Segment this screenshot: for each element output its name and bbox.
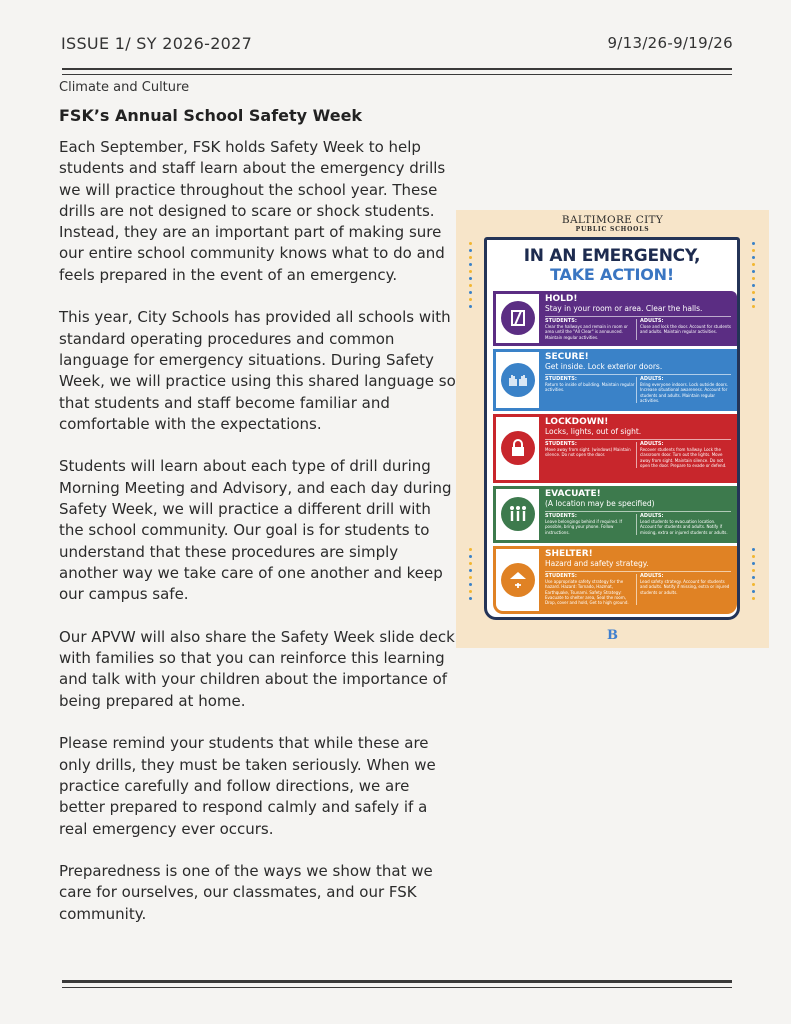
article-title: FSK’s Annual School Safety Week <box>59 106 363 125</box>
evacuate-students-text: Leave belongings behind if required. If possible, bring your phone. Follow instructions. <box>545 519 623 535</box>
shelter-adults-text: Lead safety strategy. Account for students and adults. Notify if missing, extra or injured students or adults. <box>640 579 730 595</box>
hold-adults-label: ADULTS: <box>640 318 664 324</box>
poster-logo: B <box>607 628 618 643</box>
decorative-dots-left-bottom <box>469 548 472 604</box>
bottom-rule-thin <box>62 987 732 988</box>
section-label: Climate and Culture <box>59 80 190 95</box>
date-range: 9/13/26-9/19/26 <box>607 34 733 52</box>
paragraph: Each September, FSK holds Safety Week to help students and staff learn about the emergency drills we will practice throughout the school year. These drills are not designed to scare or shock students. Instead, they are an important part of making sure our entire school community knows what to do and feels prepared in the event of an emergency. <box>59 138 446 284</box>
paragraph: Our APVW will also share the Safety Week slide deck with families so that you can reinforce this learning and talk with your children about the importance of being prepared at home. <box>59 627 455 710</box>
secure-card <box>493 349 737 411</box>
evacuate-desc: (A location may be specified) <box>545 499 655 508</box>
evacuate-name: EVACUATE! <box>545 489 601 499</box>
shelter-adults-label: ADULTS: <box>640 573 664 579</box>
secure-students-label: STUDENTS: <box>545 376 577 382</box>
evacuate-adults-text: Lead students to evacuation location. Account for students and adults. Notify if missing, extra or injured students or adults. <box>640 519 728 535</box>
paragraph: Students will learn about each type of drill during Morning Meeting and Advisory, and each day during Safety Week, we will practice a different drill with the school community. Our goal is for students to understand that these procedures are simply another way we take care of one another and keep our campus safe. <box>59 457 452 604</box>
poster-subheading: TAKE ACTION! <box>550 265 674 284</box>
lockdown-name: LOCKDOWN! <box>545 417 609 427</box>
lock-icon <box>501 431 535 465</box>
poster-org-name: BALTIMORE CITY <box>561 214 664 226</box>
paragraph: This year, City Schools has provided all schools with standard operating procedures and common language for emergency situations. During Safety Week, we will practice using this shared language so that students and staff become familiar and comfortable with the expectations. <box>59 308 456 433</box>
bottom-rule <box>62 980 732 983</box>
hold-door-icon <box>501 301 535 335</box>
secure-name: SECURE! <box>545 352 589 362</box>
evacuate-card <box>493 486 737 543</box>
evacuate-students-label: STUDENTS: <box>545 513 577 519</box>
lockdown-desc: Locks, lights, out of sight. <box>545 427 642 436</box>
secure-adults-label: ADULTS: <box>640 376 664 382</box>
issue-label: ISSUE 1/ SY 2026-2027 <box>61 34 253 53</box>
shelter-students-label: STUDENTS: <box>545 573 577 579</box>
hold-desc: Stay in your room or area. Clear the halls. <box>545 304 703 313</box>
paragraph: Please remind your students that while these are only drills, they must be taken seriously. When we practice carefully and follow directions, we are better prepared to respond calmly and safely if a real emergency ever occurs. <box>59 734 436 838</box>
hold-adults-text: Close and lock the door. Account for students and adults. Maintain regular activities. <box>640 324 731 335</box>
hold-students-label: STUDENTS: <box>545 318 577 324</box>
hold-card <box>493 291 737 346</box>
secure-hands-icon <box>501 363 535 397</box>
paragraph: Preparedness is one of the ways we show that we care for ourselves, our classmates, and our FSK community. <box>59 862 433 923</box>
lockdown-students-text: Move away from sight. (windows) Maintain silence. Do not open the door. <box>545 447 631 458</box>
hold-students-text: Clear the hallways and remain in room or area until the "All Clear" is announced. Maintain regular activities. <box>545 324 628 340</box>
top-rule <box>62 68 732 70</box>
article-body <box>59 137 457 946</box>
secure-adults-text: Bring everyone indoors. Lock outside doors. Increase situational awareness. Account for students and adults. Maintain regular activities. <box>640 382 729 403</box>
evacuate-people-icon <box>501 497 535 531</box>
poster-heading: IN AN EMERGENCY, <box>523 246 701 266</box>
shelter-card <box>493 546 737 614</box>
decorative-dots-right <box>752 242 755 312</box>
lockdown-students-label: STUDENTS: <box>545 441 577 447</box>
decorative-dots-right-bottom <box>752 548 755 604</box>
poster-panel <box>484 237 740 620</box>
secure-desc: Get inside. Lock exterior doors. <box>545 362 663 371</box>
evacuate-adults-label: ADULTS: <box>640 513 664 519</box>
decorative-dots-left <box>469 242 472 312</box>
top-rule-thin <box>62 74 732 75</box>
lockdown-adults-label: ADULTS: <box>640 441 664 447</box>
secure-students-text: Return to inside of building. Maintain regular activities. <box>545 382 635 393</box>
shelter-name: SHELTER! <box>545 549 593 559</box>
lockdown-adults-text: Recover students from hallway. Lock the classroom door. Turn out the lights. Move away from sight. Maintain silence. Do not open the door. Prepare to evade or defend. <box>640 447 727 468</box>
shelter-students-text: Use appropriate safety strategy for the hazard. Hazard: Tornado, Hazmat, Earthquake, Tsunami. Safety Strategy: Evacuate to shelter area, Seal the room, Drop, cover and hold, Get to high ground. <box>545 579 629 606</box>
hold-name: HOLD! <box>545 294 578 304</box>
shelter-desc: Hazard and safety strategy. <box>545 559 649 568</box>
shelter-icon <box>501 563 535 597</box>
emergency-poster <box>456 210 769 648</box>
poster-org-subname: PUBLIC SCHOOLS <box>575 226 650 233</box>
lockdown-card <box>493 414 737 483</box>
